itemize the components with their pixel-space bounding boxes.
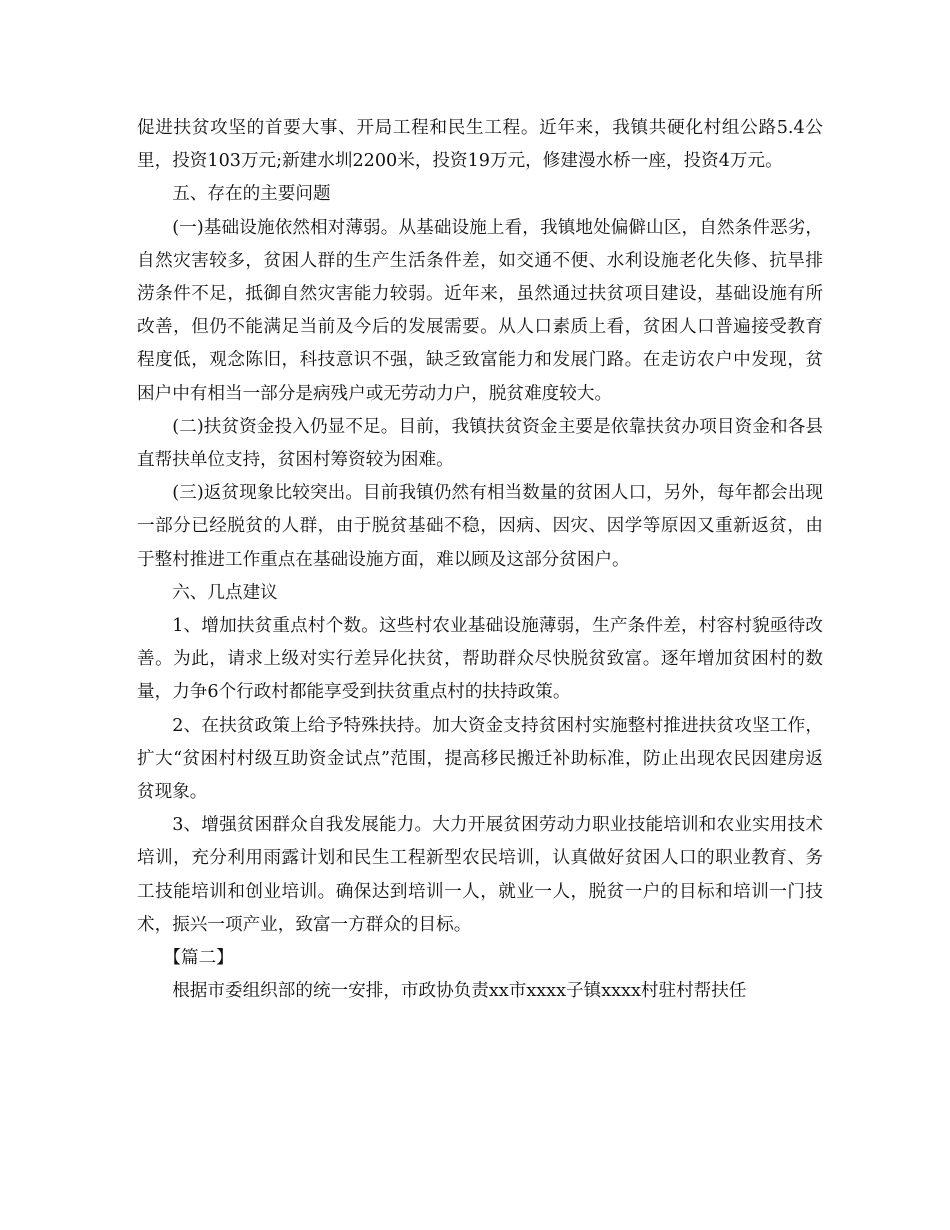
- body-paragraph: (一)基础设施依然相对薄弱。从基础设施上看，我镇地处偏僻山区，自然条件恶劣，自然灾害较多，贫困人群的生产生活条件差，如交通不便、水利设施老化失修、抗旱排涝条件不足，抵御自然灾害能力较弱。近年来，虽然通过扶贫项目建设，基础设施有所改善，但仍不能满足当前及今后的发展需要。从人口素质上看，贫困人口普遍接受教育程度低，观念陈旧，科技意识不强，缺乏致富能力和发展门路。在走访农户中发现，贫困户中有相当一部分是病残户或无劳动力户，脱贫难度较大。: [137, 217, 823, 404]
- document-body: [137, 112, 823, 1008]
- body-paragraph: 根据市委组织部的统一安排，市政协负责xx市xxxx子镇xxxx村驻村帮扶任: [172, 981, 747, 1002]
- part-marker: 【篇二】: [163, 948, 234, 969]
- body-paragraph: (三)返贫现象比较突出。目前我镇仍然有相当数量的贫困人口，另外，每年都会出现一部分已经脱贫的人群，由于脱贫基础不稳，因病、因灾、因学等原因又重新返贫，由于整村推进工作重点在基础设施方面，难以顾及这部分贫困户。: [137, 483, 823, 570]
- body-paragraph: 3、增强贫困群众自我发展能力。大力开展贫困劳动力职业技能培训和农业实用技术培训，充分利用雨露计划和民生工程新型农民培训，认真做好贫困人口的职业教育、务工技能培训和创业培训。确保达到培训一人，就业一人，脱贫一户的目标和培训一门技术，振兴一项产业，致富一方群众的目标。: [137, 815, 823, 935]
- body-paragraph: 1、增加扶贫重点村个数。这些村农业基础设施薄弱，生产条件差，村容村貌亟待改善。为此，请求上级对实行差异化扶贫，帮助群众尽快脱贫致富。逐年增加贫困村的数量，力争6个行政村都能享受到扶贫重点村的扶持政策。: [137, 616, 823, 703]
- section-heading: 五、存在的主要问题: [172, 184, 331, 205]
- section-heading: 六、几点建议: [172, 582, 278, 603]
- body-paragraph: 2、在扶贫政策上给予特殊扶持。加大资金支持贫困村实施整村推进扶贫攻坚工作，扩大“贫困村村级互助资金试点”范围，提高移民搬迁补助标准，防止出现农民因建房返贫现象。: [137, 715, 823, 803]
- body-paragraph: (二)扶贫资金投入仍显不足。目前，我镇扶贫资金主要是依靠扶贫办项目资金和各县直帮扶单位支持，贫困村筹资较为困难。: [137, 416, 823, 471]
- body-paragraph: 促进扶贫攻坚的首要大事、开局工程和民生工程。近年来，我镇共硬化村组公路5.4公里，投资103万元;新建水圳2200米，投资19万元，修建漫水桥一座，投资4万元。: [137, 118, 823, 172]
